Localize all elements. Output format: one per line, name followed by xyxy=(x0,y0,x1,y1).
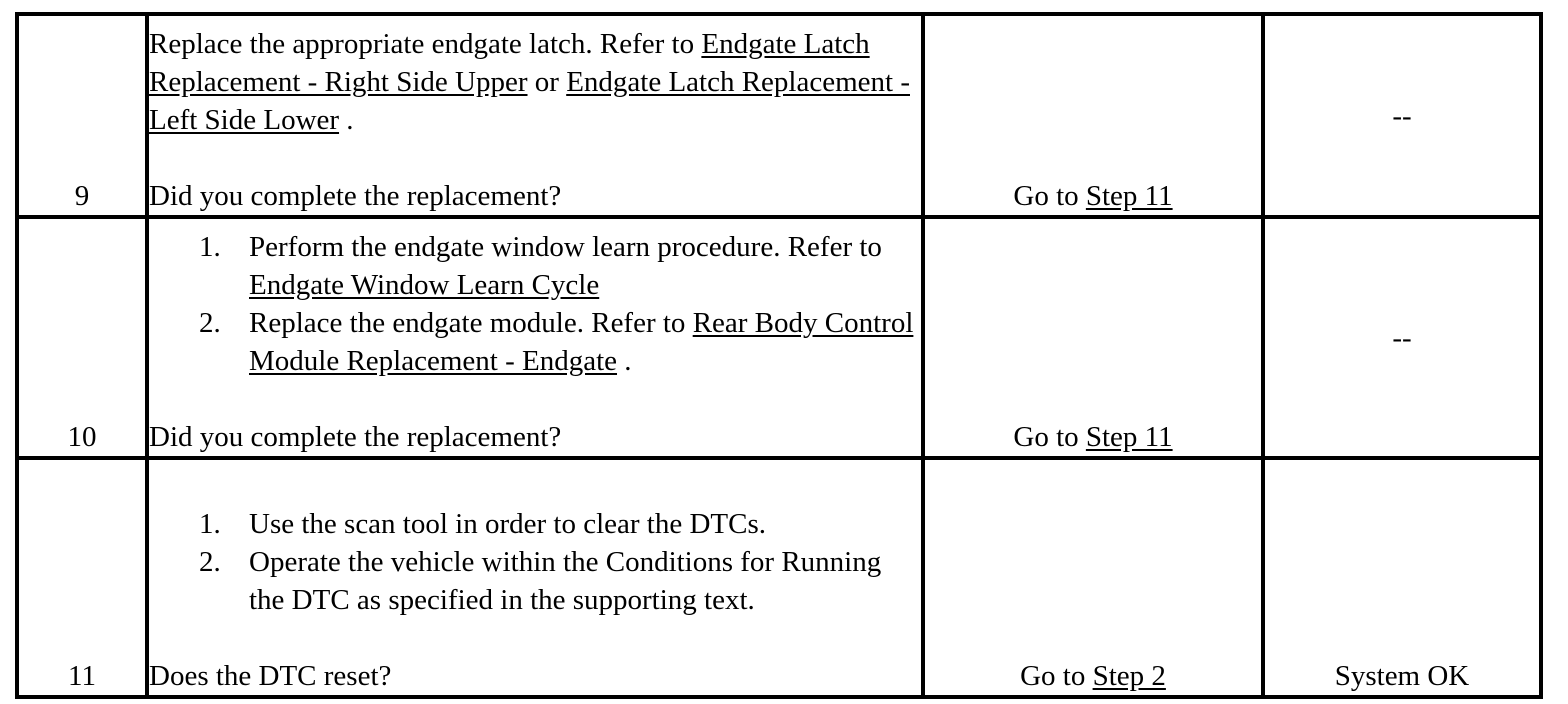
diagnostic-steps-table xyxy=(15,12,1543,699)
list-item-number: 2. xyxy=(199,546,221,578)
list-item xyxy=(149,505,921,543)
yes-cell xyxy=(923,217,1263,458)
action-list xyxy=(149,228,921,380)
step-number: 9 xyxy=(17,14,147,217)
no-cell: System OK xyxy=(1263,458,1541,697)
link-endgate-latch-right-upper[interactable]: Endgate Latch Replacement - Right Side Upper xyxy=(149,28,870,98)
action-list-wrapper xyxy=(149,501,921,619)
action-list xyxy=(149,505,921,619)
list-item-text: Replace the endgate module. Refer to xyxy=(249,307,693,339)
list-item-text: Operate the vehicle within the Conditions for Running the DTC as specified in the supporting text. xyxy=(249,546,882,616)
yes-prefix: Go to xyxy=(1013,180,1086,212)
list-item xyxy=(149,543,921,619)
link-endgate-window-learn-cycle[interactable]: Endgate Window Learn Cycle xyxy=(249,269,600,301)
list-item-number: 1. xyxy=(199,508,221,540)
link-step-2[interactable]: Step 2 xyxy=(1092,660,1166,692)
yes-cell xyxy=(923,458,1263,697)
no-cell: -- xyxy=(1263,14,1541,217)
list-item-text: Use the scan tool in order to clear the DTCs. xyxy=(249,508,767,540)
no-cell: -- xyxy=(1263,217,1541,458)
step-question: Did you complete the replacement? xyxy=(149,421,562,453)
list-item xyxy=(149,228,921,304)
table-row xyxy=(17,458,1541,697)
step-number: 11 xyxy=(17,458,147,697)
step-question: Does the DTC reset? xyxy=(149,660,392,692)
yes-prefix: Go to xyxy=(1020,660,1093,692)
link-rear-body-control-module-replacement[interactable]: Rear Body Control Module Replacement - Endgate xyxy=(249,307,914,377)
link-step-11[interactable]: Step 11 xyxy=(1085,421,1173,453)
yes-prefix: Go to xyxy=(1013,421,1086,453)
step-number: 10 xyxy=(17,217,147,458)
table-row xyxy=(17,217,1541,458)
yes-cell xyxy=(923,14,1263,217)
list-item-number: 1. xyxy=(199,231,221,263)
table-row xyxy=(17,14,1541,217)
list-item-number: 2. xyxy=(199,307,221,339)
action-text xyxy=(149,21,921,139)
action-list-wrapper xyxy=(149,224,921,380)
action-cell xyxy=(147,14,923,217)
list-item-text: . xyxy=(617,345,632,377)
action-text-segment: Replace the appropriate endgate latch. Refer to xyxy=(149,28,702,60)
action-text-segment: . xyxy=(339,104,354,136)
action-cell xyxy=(147,458,923,697)
list-item-text: Perform the endgate window learn procedure. Refer to xyxy=(249,231,882,263)
action-cell xyxy=(147,217,923,458)
link-step-11[interactable]: Step 11 xyxy=(1085,180,1173,212)
action-text-segment: or xyxy=(527,66,567,98)
step-question: Did you complete the replacement? xyxy=(149,180,562,212)
list-item xyxy=(149,304,921,380)
link-endgate-latch-left-lower[interactable]: Endgate Latch Replacement - Left Side Lower xyxy=(149,66,910,136)
